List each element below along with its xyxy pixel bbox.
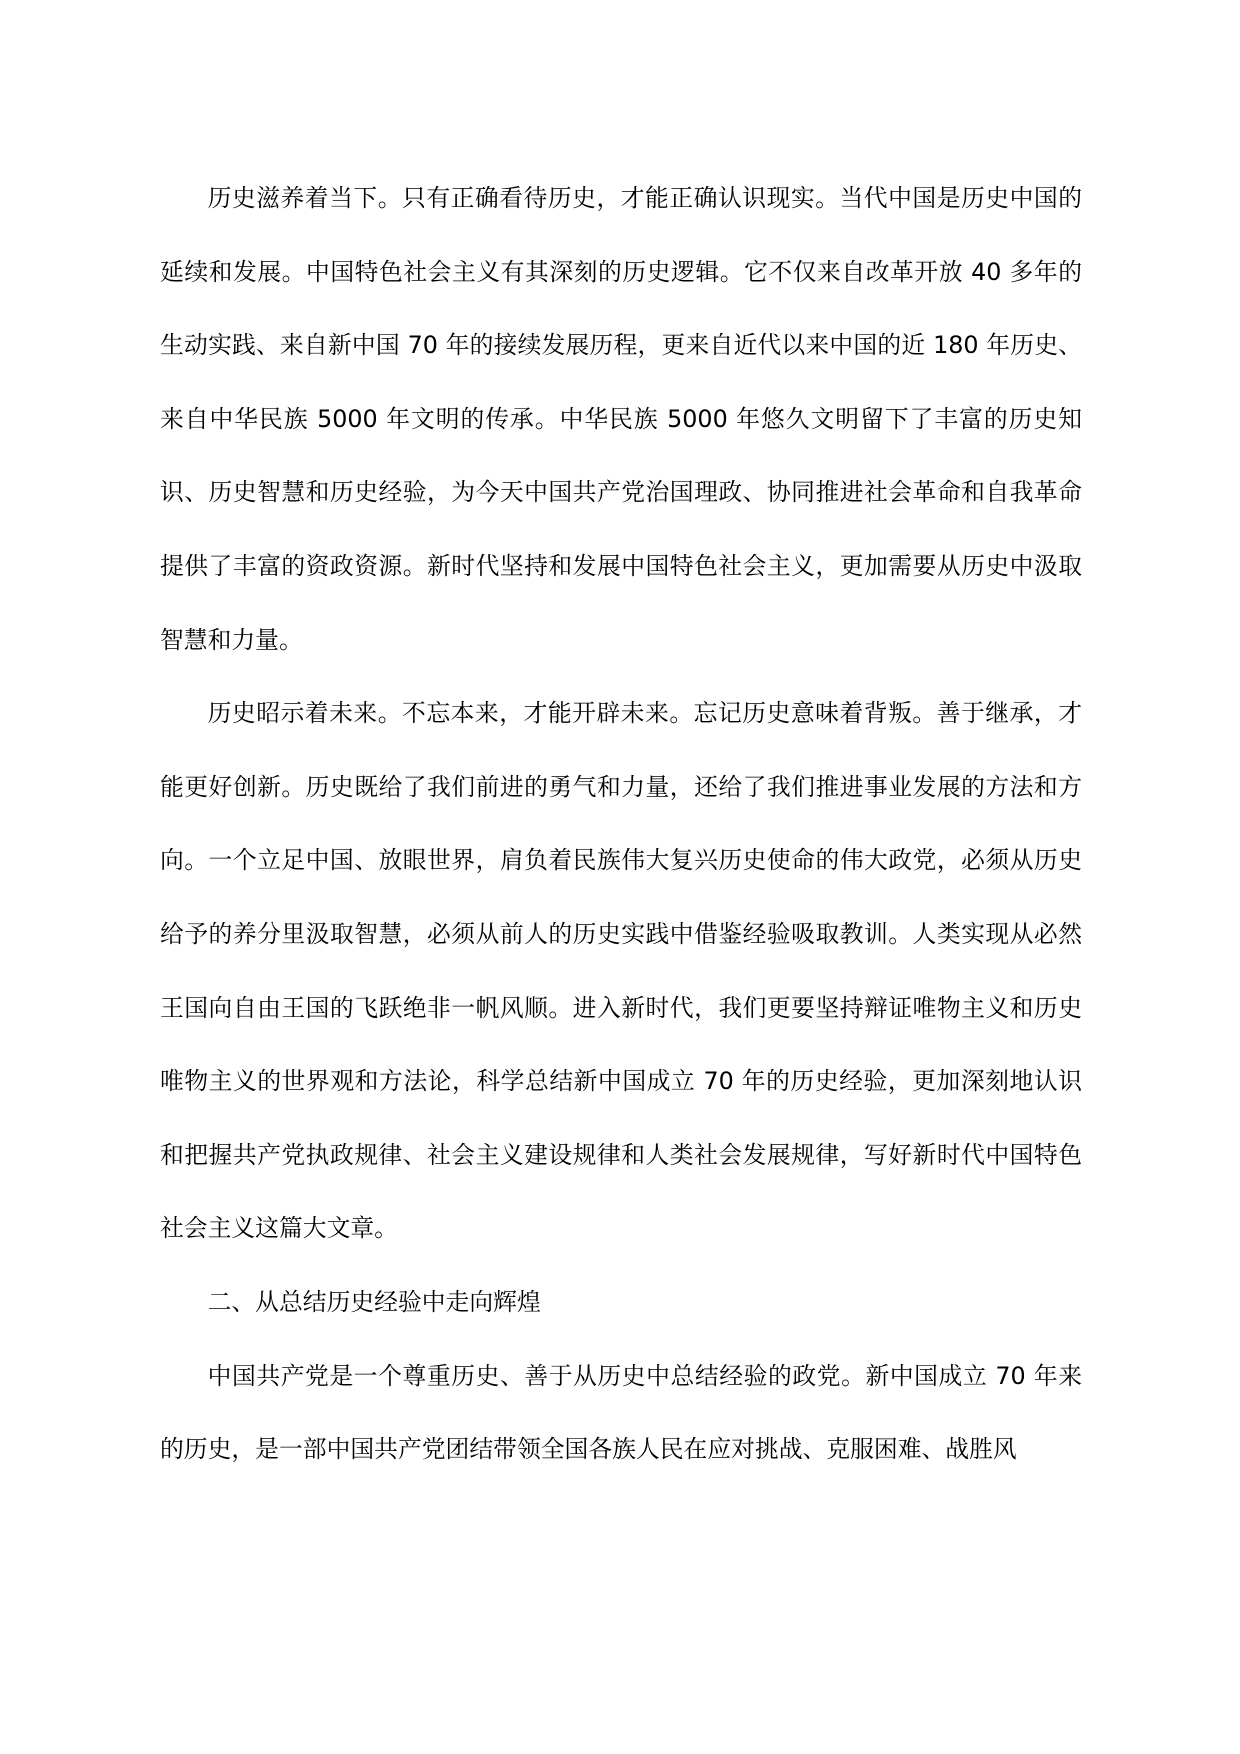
section-heading-two: 二、从总结历史经验中走向辉煌 <box>207 1287 541 1316</box>
paragraph-history-nourishes-present: 历史滋养着当下。只有正确看待历史，才能正确认识现实。当代中国是历史中国的延续和发展。中国特色社会主义有其深刻的历史逻辑。它不仅来自改革开放 40 多年的生动实践、来自新中国 70 年的接续发展历程，更来自近代以来中国的近 180 年历史、来自中华民族 5000 年文明的传承。中华民族 5000 年悠久文明留下了丰富的历史知识、历史智慧和历史经验，为今天中国共产党治国理政、协同推进社会革命和自我革命提供了丰富的资政资源。新时代坚持和发展中国特色社会主义，更加需要从历史中汲取智慧和力量。 <box>160 184 1082 654</box>
paragraph-cpc-respects-history: 中国共产党是一个尊重历史、善于从历史中总结经验的政党。新中国成立 70 年来的历史，是一部中国共产党团结带领全国各族人民在应对挑战、克服困难、战胜风 <box>160 1361 1082 1464</box>
paragraph-history-reveals-future: 历史昭示着未来。不忘本来，才能开辟未来。忘记历史意味着背叛。善于继承，才能更好创新。历史既给了我们前进的勇气和力量，还给了我们推进事业发展的方法和方向。一个立足中国、放眼世界，肩负着民族伟大复兴历史使命的伟大政党，必须从历史给予的养分里汲取智慧，必须从前人的历史实践中借鉴经验吸取教训。人类实现从必然王国向自由王国的飞跃绝非一帆风顺。进入新时代，我们更要坚持辩证唯物主义和历史唯物主义的世界观和方法论，科学总结新中国成立 70 年的历史经验，更加深刻地认识和把握共产党执政规律、社会主义建设规律和人类社会发展规律，写好新时代中国特色社会主义这篇大文章。 <box>160 699 1082 1243</box>
document-body <box>160 162 1082 1487</box>
